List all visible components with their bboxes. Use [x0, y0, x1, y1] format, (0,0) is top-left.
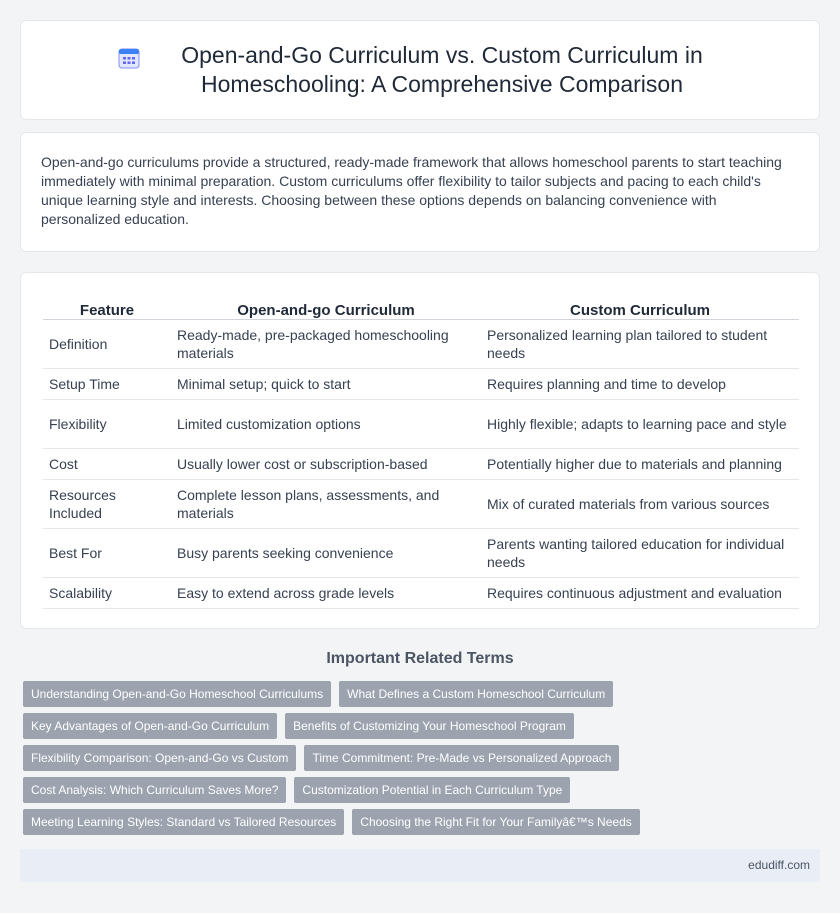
- table-row: [43, 479, 799, 528]
- table-cell: Requires continuous adjustment and evaluation: [481, 577, 799, 608]
- table-row: [43, 319, 799, 368]
- footer: [20, 849, 820, 882]
- table-cell: Minimal setup; quick to start: [171, 368, 481, 399]
- related-term-link[interactable]: Choosing the Right Fit for Your Familyâ€™s Needs: [352, 809, 639, 835]
- page-title: Open-and-Go Curriculum vs. Custom Curriculum in Homeschooling: A Comprehensive Comparison: [181, 42, 703, 97]
- table-row: [43, 577, 799, 608]
- row-label: Flexibility: [43, 399, 171, 448]
- table-cell: Easy to extend across grade levels: [171, 577, 481, 608]
- comparison-table: [43, 295, 799, 609]
- related-term-link[interactable]: What Defines a Custom Homeschool Curriculum: [339, 681, 613, 707]
- related-term-link[interactable]: Understanding Open-and-Go Homeschool Curriculums: [23, 681, 331, 707]
- table-cell: Parents wanting tailored education for individual needs: [481, 528, 799, 577]
- table-cell: Complete lesson plans, assessments, and materials: [171, 479, 481, 528]
- related-term-link[interactable]: Flexibility Comparison: Open-and-Go vs Custom: [23, 745, 296, 771]
- row-label: Best For: [43, 528, 171, 577]
- comparison-table-card: [20, 272, 820, 629]
- row-label: Cost: [43, 448, 171, 479]
- table-cell: Busy parents seeking convenience: [171, 528, 481, 577]
- table-cell: Requires planning and time to develop: [481, 368, 799, 399]
- table-row: [43, 368, 799, 399]
- intro-card: [20, 132, 820, 252]
- table-row: [43, 528, 799, 577]
- related-terms-heading: Important Related Terms: [326, 650, 514, 667]
- header-feature: Feature: [43, 295, 171, 319]
- related-term-link[interactable]: Customization Potential in Each Curriculum Type: [294, 777, 570, 803]
- intro-paragraph: Open-and-go curriculums provide a structured, ready-made framework that allows homeschool parents to start teaching immediately with minimal preparation. Custom curriculums offer flexibility to tailor subjects and pacing to each child's unique learning style and interests. Choosing between these options depends on balancing convenience with personalized education.: [41, 154, 782, 227]
- related-term-link[interactable]: Benefits of Customizing Your Homeschool Program: [285, 713, 574, 739]
- header-open-and-go: Open-and-go Curriculum: [171, 295, 481, 319]
- related-term-link[interactable]: Meeting Learning Styles: Standard vs Tailored Resources: [23, 809, 344, 835]
- header-card: [20, 20, 820, 120]
- related-term-link[interactable]: Time Commitment: Pre-Made vs Personalized Approach: [304, 745, 619, 771]
- table-cell: Personalized learning plan tailored to student needs: [481, 319, 799, 368]
- related-term-link[interactable]: Cost Analysis: Which Curriculum Saves More?: [23, 777, 286, 803]
- header-custom: Custom Curriculum: [481, 295, 799, 319]
- footer-brand[interactable]: edudiff.com: [748, 858, 810, 872]
- row-label: Setup Time: [43, 368, 171, 399]
- table-row: [43, 399, 799, 448]
- table-cell: Limited customization options: [171, 399, 481, 448]
- table-cell: Highly flexible; adapts to learning pace and style: [481, 399, 799, 448]
- table-cell: Usually lower cost or subscription-based: [171, 448, 481, 479]
- row-label: Scalability: [43, 577, 171, 608]
- calendar-icon: [118, 47, 140, 69]
- title-wrap: [118, 41, 722, 99]
- related-term-link[interactable]: Key Advantages of Open-and-Go Curriculum: [23, 713, 277, 739]
- table-cell: Mix of curated materials from various sources: [481, 479, 799, 528]
- table-cell: Ready-made, pre-packaged homeschooling materials: [171, 319, 481, 368]
- related-terms-list: [23, 681, 823, 841]
- row-label: Resources Included: [43, 479, 171, 528]
- table-header-row: [43, 295, 799, 319]
- row-label: Definition: [43, 319, 171, 368]
- table-cell: Potentially higher due to materials and planning: [481, 448, 799, 479]
- table-row: [43, 448, 799, 479]
